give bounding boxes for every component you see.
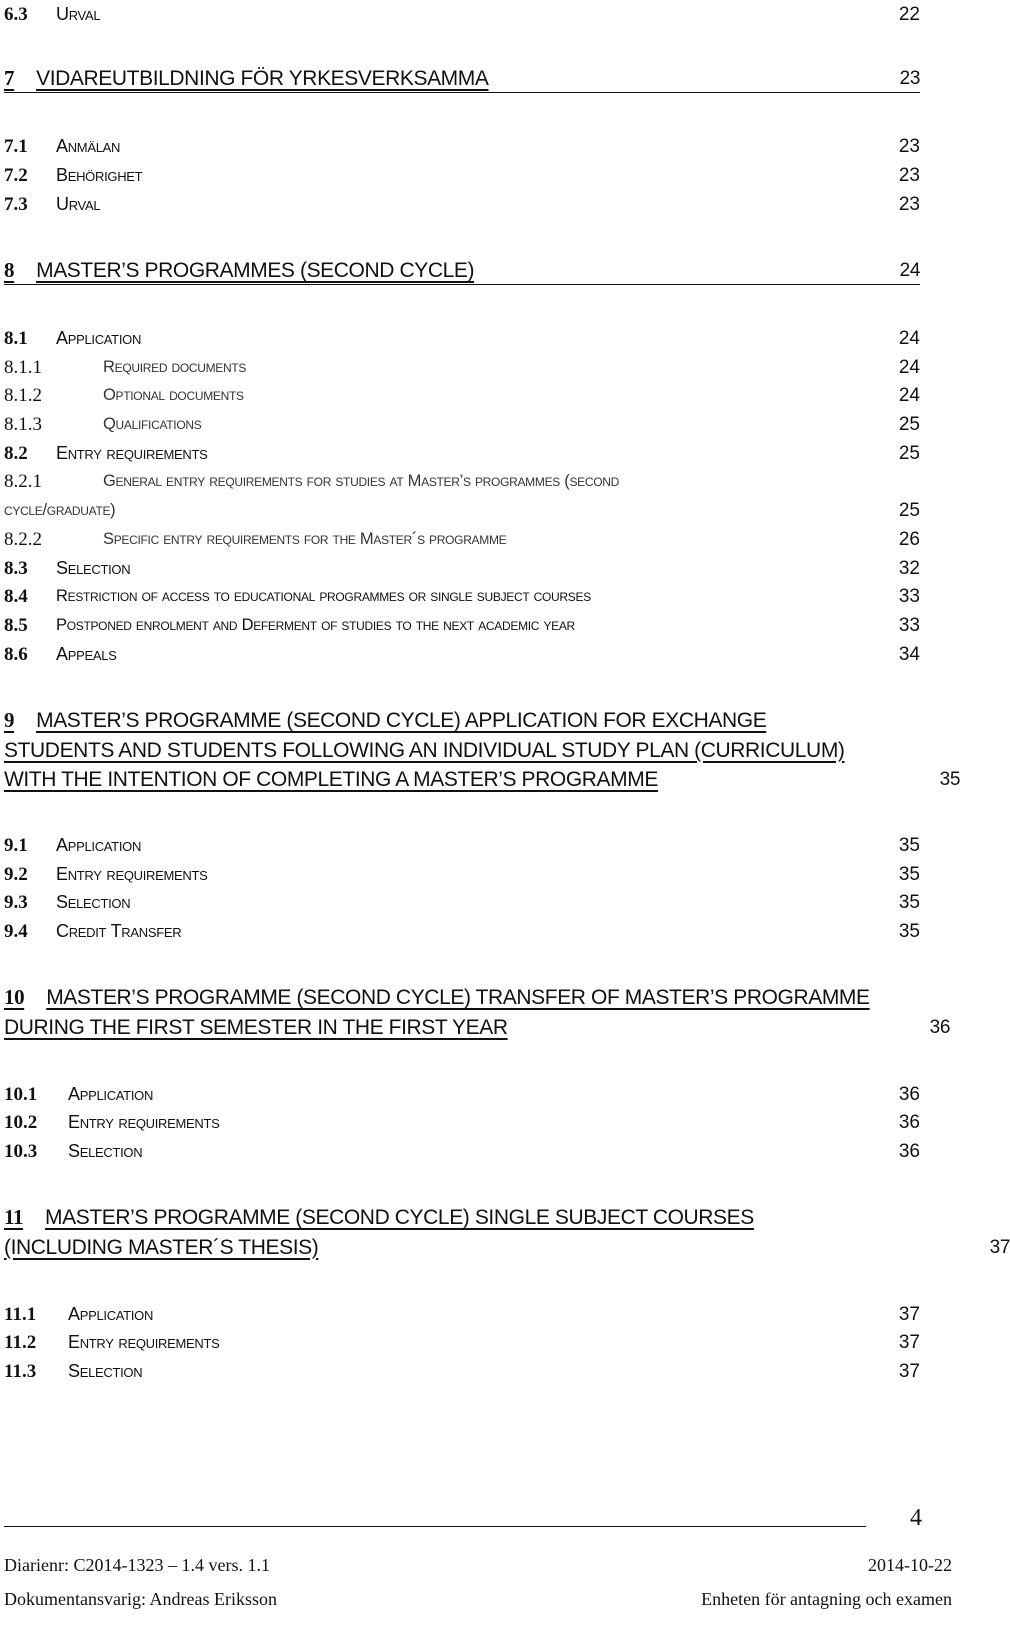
- entry-number: 8.2: [4, 443, 28, 464]
- entry-page: 23: [898, 136, 920, 157]
- heading-underline: [4, 284, 920, 285]
- toc-entry[interactable]: [4, 161, 920, 190]
- entry-number: 7.3: [4, 194, 28, 215]
- heading-number: 8: [4, 258, 15, 282]
- entry-title: Urval: [56, 4, 101, 24]
- entry-page: 35: [898, 864, 920, 885]
- toc-entry[interactable]: [4, 888, 920, 917]
- toc-entry[interactable]: [4, 324, 920, 353]
- toc-entry[interactable]: [4, 525, 920, 554]
- heading-number: 11: [4, 1205, 24, 1229]
- entry-title: Urval: [56, 194, 101, 214]
- toc-entry[interactable]: [4, 353, 920, 382]
- entry-title: cycle/graduate): [4, 501, 116, 519]
- entry-title: Specific entry requirements for the Master´s programme: [103, 530, 507, 548]
- entry-number: 9.4: [4, 921, 28, 942]
- entry-title: Selection: [68, 1141, 143, 1161]
- entry-page: 25: [898, 500, 920, 521]
- toc-entry[interactable]: [4, 439, 920, 468]
- entry-page: 36: [898, 1084, 920, 1105]
- toc-entry[interactable]: [4, 1328, 920, 1357]
- entry-number: 11.1: [4, 1304, 37, 1325]
- footer-responsible: Dokumentansvarig: Andreas Eriksson: [4, 1589, 277, 1609]
- heading-number: 7: [4, 66, 15, 90]
- entry-number: 8.1.1: [4, 357, 42, 378]
- entry-title: Application: [68, 1084, 154, 1104]
- entry-title: Appeals: [56, 644, 117, 664]
- heading-title: VIDAREUTBILDNING FÖR YRKESVERKSAMMA: [36, 67, 489, 90]
- entry-page: 37: [898, 1332, 920, 1353]
- entry-number: 8.1.2: [4, 385, 42, 406]
- entry-number: 9.1: [4, 835, 28, 856]
- entry-number: 8.6: [4, 644, 28, 665]
- toc-entry[interactable]: [4, 582, 920, 611]
- toc-entry[interactable]: [4, 640, 920, 669]
- entry-title: Anmälan: [56, 136, 121, 156]
- entry-page: 24: [898, 385, 920, 406]
- heading-page: 23: [899, 68, 920, 89]
- entry-number: 10.3: [4, 1141, 38, 1162]
- entry-title: Required documents: [103, 358, 247, 376]
- entry-number: 8.2.1: [4, 471, 42, 492]
- entry-title: Selection: [56, 892, 131, 912]
- entry-number: 7.2: [4, 165, 28, 186]
- toc-heading[interactable]: [4, 983, 950, 1042]
- page-number: 4: [910, 1505, 922, 1531]
- entry-page: 22: [898, 4, 920, 25]
- entry-title: Restriction of access to educational programmes or single subject courses: [56, 587, 591, 605]
- entry-number: 11.2: [4, 1332, 37, 1353]
- entry-page: 35: [898, 835, 920, 856]
- entry-page: 35: [898, 892, 920, 913]
- entry-number: 9.3: [4, 892, 28, 913]
- toc-entry[interactable]: [4, 381, 920, 410]
- entry-title: Entry requirements: [68, 1332, 220, 1352]
- entry-number: 10.1: [4, 1084, 38, 1105]
- entry-page: 36: [898, 1112, 920, 1133]
- entry-title: Entry requirements: [56, 864, 208, 884]
- entry-page: 24: [898, 328, 920, 349]
- entry-number: 7.1: [4, 136, 28, 157]
- entry-page: 24: [898, 357, 920, 378]
- entry-number: 8.3: [4, 558, 28, 579]
- footer-date: 2014-10-22: [868, 1555, 952, 1575]
- entry-title: Credit Transfer: [56, 921, 182, 941]
- entry-number: 8.4: [4, 586, 28, 607]
- heading-title: MASTER’S PROGRAMMES (SECOND CYCLE): [36, 259, 475, 282]
- toc-entry[interactable]: [4, 1108, 920, 1137]
- entry-page: 25: [898, 443, 920, 464]
- entry-page: 32: [898, 558, 920, 579]
- entry-title: Selection: [68, 1361, 143, 1381]
- entry-number: 8.1: [4, 328, 28, 349]
- toc-entry[interactable]: [4, 410, 920, 439]
- entry-title: Application: [68, 1304, 154, 1324]
- heading-page: 35: [939, 769, 960, 790]
- entry-page: 37: [898, 1304, 920, 1325]
- heading-number: 10: [4, 985, 25, 1009]
- entry-number: 6.3: [4, 4, 28, 25]
- heading-page: 37: [989, 1236, 1010, 1258]
- entry-page: 33: [898, 615, 920, 636]
- toc-entry[interactable]: [4, 0, 920, 29]
- entry-number: 8.5: [4, 615, 28, 636]
- entry-title: General entry requirements for studies at Master’s programmes (second: [103, 472, 619, 490]
- entry-page: 35: [898, 921, 920, 942]
- entry-page: 23: [898, 194, 920, 215]
- entry-number: 8.1.3: [4, 414, 42, 435]
- heading-page: 36: [929, 1016, 950, 1038]
- entry-page: 33: [898, 586, 920, 607]
- entry-page: 25: [898, 414, 920, 435]
- toc-entry[interactable]: [4, 917, 920, 946]
- toc-entry[interactable]: [4, 190, 920, 219]
- entry-title: Behörighet: [56, 165, 143, 185]
- heading-title: MASTER’S PROGRAMME (SECOND CYCLE) TRANSFER OF MASTER’S PROGRAMME DURING THE FIRST SEMESTER IN THE FIRST YEAR: [4, 986, 870, 1039]
- toc-entry[interactable]: [4, 611, 920, 640]
- toc-entry[interactable]: [4, 1357, 920, 1386]
- entry-title: Postponed enrolment and Deferment of studies to the next academic year: [56, 616, 575, 634]
- toc-entry[interactable]: [4, 1080, 920, 1109]
- heading-title: MASTER’S PROGRAMME (SECOND CYCLE) APPLICATION FOR EXCHANGE STUDENTS AND STUDENTS FOLLOWING AN INDIVIDUAL STUDY PLAN (CURRICULUM) WITH THE INTENTION OF COMPLETING A MASTER’S PROGRAMME: [4, 709, 845, 791]
- heading-number: 9: [4, 708, 15, 732]
- toc-entry[interactable]: [4, 1300, 920, 1329]
- entry-title: Qualifications: [103, 415, 202, 433]
- toc-heading[interactable]: [4, 706, 960, 795]
- toc-heading[interactable]: [4, 256, 920, 286]
- entry-title: Application: [56, 328, 142, 348]
- entry-title: Entry requirements: [68, 1112, 220, 1132]
- toc-entry[interactable]: [4, 831, 920, 860]
- toc-entry[interactable]: [4, 496, 920, 525]
- footer-unit: Enheten för antagning och examen: [701, 1589, 952, 1609]
- entry-number: 10.2: [4, 1112, 38, 1133]
- toc-entry[interactable]: [4, 554, 920, 583]
- toc-entry[interactable]: [4, 467, 920, 496]
- entry-title: Selection: [56, 558, 131, 578]
- toc-heading[interactable]: [4, 1203, 1010, 1262]
- entry-page: 37: [898, 1361, 920, 1382]
- footer-diarienr: Diarienr: C2014-1323 – 1.4 vers. 1.1: [4, 1555, 270, 1575]
- heading-page: 24: [899, 260, 920, 281]
- toc-entry[interactable]: [4, 1137, 920, 1166]
- entry-title: Optional documents: [103, 386, 244, 404]
- entry-number: 8.2.2: [4, 529, 42, 550]
- entry-page: 23: [898, 165, 920, 186]
- toc-entry[interactable]: [4, 860, 920, 889]
- entry-title: Application: [56, 835, 142, 855]
- entry-number: 9.2: [4, 864, 28, 885]
- entry-page: 34: [898, 644, 920, 665]
- entry-page: 36: [898, 1141, 920, 1162]
- entry-page: 26: [898, 529, 920, 550]
- heading-title: MASTER’S PROGRAMME (SECOND CYCLE) SINGLE SUBJECT COURSES (INCLUDING MASTER´S THESIS): [4, 1206, 754, 1259]
- toc-heading[interactable]: [4, 64, 920, 94]
- entry-number: 11.3: [4, 1361, 37, 1382]
- footer-divider: [4, 1526, 866, 1527]
- entry-title: Entry requirements: [56, 443, 208, 463]
- heading-underline: [4, 92, 920, 93]
- toc-entry[interactable]: [4, 132, 920, 161]
